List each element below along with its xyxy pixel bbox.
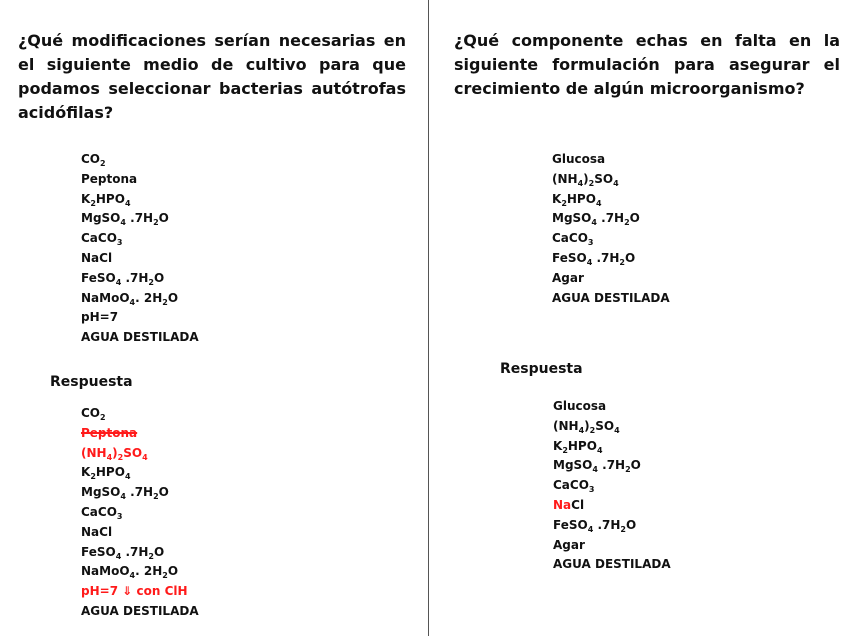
ingredient-namoo4: NaMoO$_4$. $2H_2O$ <box>81 290 179 307</box>
answer-nh4-2so4: $(NH_4)_2SO_4$ <box>553 418 620 435</box>
answer-nh4-2so4-added: $(NH_4)_2SO_4$ <box>81 445 148 462</box>
respuesta-label-left: Respuesta <box>50 374 133 390</box>
answer-caco3: CaCO$_3$ <box>81 504 123 521</box>
column-divider <box>428 0 429 636</box>
down-arrow-icon: ⇓ <box>122 584 133 599</box>
question-right: ¿Qué componente echas en falta en la siguiente formulación para asegurar el crecimiento de algún microorganismo? <box>454 31 840 98</box>
ingredient-glucosa: Glucosa <box>552 152 606 166</box>
ingredient-nacl: NaCl <box>81 250 113 265</box>
answer-namoo4: NaMoO$_4$. $2H_2O$ <box>81 564 179 581</box>
ingredient-agar: Agar <box>552 270 584 285</box>
answer-list-right <box>553 397 671 575</box>
ingredient-k2hpo4: $K_2HPO_4$ <box>81 191 131 208</box>
ingredient-peptona: Peptona <box>81 171 138 186</box>
ingredient-agua: AGUA DESTILADA <box>552 290 670 305</box>
answer-list-left <box>81 404 199 622</box>
answer-nacl: NaCl <box>81 524 113 539</box>
answer-agar: Agar <box>553 537 585 552</box>
question-left: ¿Qué modificaciones serían necesarias en el siguiente medio de cultivo para que podamos seleccionar bacterias autótrofas acidófilas? <box>18 31 406 122</box>
answer-ph-modified: pH=7 ⇓ con ClH <box>81 582 199 602</box>
answer-caco3: CaCO$_3$ <box>553 478 595 495</box>
answer-nacl-added: NaCl <box>553 497 585 512</box>
ingredient-caco3: CaCO$_3$ <box>81 231 123 248</box>
answer-glucosa: Glucosa <box>553 399 607 413</box>
ingredient-feso4: FeSO$_4$ $.7H_2O$ <box>81 270 165 287</box>
ingredient-caco3: CaCO$_3$ <box>552 231 594 248</box>
answer-k2hpo4: $K_2HPO_4$ <box>553 438 603 455</box>
ingredient-nh4-2so4: $(NH_4)_2SO_4$ <box>552 171 619 188</box>
ingredient-mgso4: MgSO$_4$ $.7H_2O$ <box>552 211 640 228</box>
answer-agua: AGUA DESTILADA <box>81 603 199 618</box>
ingredient-agua: AGUA DESTILADA <box>81 330 199 345</box>
answer-mgso4: MgSO$_4$ $.7H_2O$ <box>553 458 641 475</box>
culture-medium-list-left <box>81 150 199 348</box>
answer-feso4: FeSO$_4$ $.7H_2O$ <box>553 517 637 534</box>
answer-agua: AGUA DESTILADA <box>553 557 671 572</box>
ingredient-ph: pH=7 <box>81 310 119 325</box>
formulation-list-right <box>552 150 670 308</box>
respuesta-label-right: Respuesta <box>500 361 583 377</box>
answer-k2hpo4: $K_2HPO_4$ <box>81 465 131 482</box>
ingredient-mgso4: MgSO$_4$ $.7H_2O$ <box>81 211 169 228</box>
ingredient-co2: $CO_2$ <box>81 152 106 168</box>
answer-co2: $CO_2$ <box>81 406 106 422</box>
ingredient-feso4: FeSO$_4$ $.7H_2O$ <box>552 250 636 267</box>
ingredient-k2hpo4: $K_2HPO_4$ <box>552 191 602 208</box>
answer-feso4: FeSO$_4$ $.7H_2O$ <box>81 544 165 561</box>
answer-peptona-removed: Peptona <box>81 425 138 440</box>
answer-mgso4: MgSO$_4$ $.7H_2O$ <box>81 485 169 502</box>
